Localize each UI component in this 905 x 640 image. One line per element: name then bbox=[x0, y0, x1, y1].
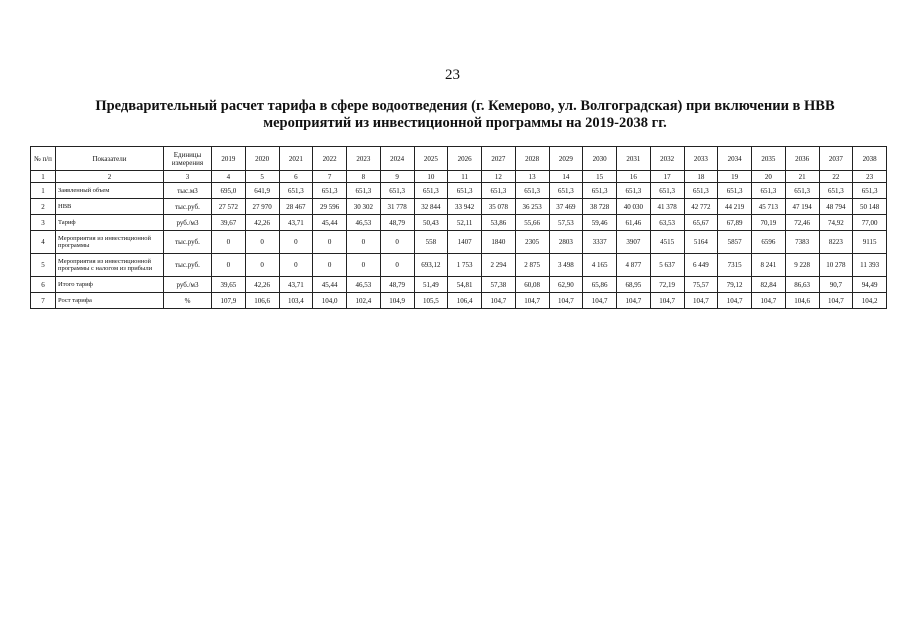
column-header: 2028 bbox=[515, 147, 549, 171]
column-header: 2030 bbox=[583, 147, 617, 171]
value-cell: 2 294 bbox=[482, 254, 516, 277]
value-cell: 60,08 bbox=[515, 277, 549, 293]
value-cell: 79,12 bbox=[718, 277, 752, 293]
column-number: 15 bbox=[583, 171, 617, 183]
value-cell: 651,3 bbox=[684, 183, 718, 199]
column-number: 14 bbox=[549, 171, 583, 183]
value-cell: 558 bbox=[414, 231, 448, 254]
indicator-name: Заявленный объем bbox=[56, 183, 164, 199]
unit-cell: тыс.руб. bbox=[164, 254, 212, 277]
value-cell: 72,46 bbox=[785, 215, 819, 231]
value-cell: 651,3 bbox=[718, 183, 752, 199]
table-header-row bbox=[31, 147, 887, 171]
value-cell: 48 794 bbox=[819, 199, 853, 215]
value-cell: 72,19 bbox=[650, 277, 684, 293]
page-number: 23 bbox=[445, 67, 460, 83]
value-cell: 6596 bbox=[752, 231, 786, 254]
column-number: 2 bbox=[56, 171, 164, 183]
value-cell: 43,71 bbox=[279, 215, 313, 231]
value-cell: 46,53 bbox=[347, 215, 381, 231]
document-title bbox=[40, 98, 890, 132]
value-cell: 44 219 bbox=[718, 199, 752, 215]
value-cell: 0 bbox=[279, 254, 313, 277]
value-cell: 104,7 bbox=[549, 293, 583, 309]
value-cell: 33 942 bbox=[448, 199, 482, 215]
column-header: 2029 bbox=[549, 147, 583, 171]
value-cell: 4515 bbox=[650, 231, 684, 254]
value-cell: 0 bbox=[313, 254, 347, 277]
value-cell: 106,6 bbox=[245, 293, 279, 309]
column-number-row bbox=[31, 171, 887, 183]
value-cell: 43,71 bbox=[279, 277, 313, 293]
column-header: 2036 bbox=[785, 147, 819, 171]
value-cell: 31 778 bbox=[380, 199, 414, 215]
value-cell: 61,46 bbox=[617, 215, 651, 231]
unit-cell: тыс.м3 bbox=[164, 183, 212, 199]
value-cell: 1840 bbox=[482, 231, 516, 254]
column-header: 2022 bbox=[313, 147, 347, 171]
value-cell: 86,63 bbox=[785, 277, 819, 293]
value-cell: 94,49 bbox=[853, 277, 887, 293]
value-cell: 45,44 bbox=[313, 215, 347, 231]
value-cell: 40 030 bbox=[617, 199, 651, 215]
column-header: 2035 bbox=[752, 147, 786, 171]
value-cell: 651,3 bbox=[819, 183, 853, 199]
value-cell: 45,44 bbox=[313, 277, 347, 293]
value-cell: 0 bbox=[347, 231, 381, 254]
value-cell: 0 bbox=[380, 231, 414, 254]
column-header: 2037 bbox=[819, 147, 853, 171]
value-cell: 104,2 bbox=[853, 293, 887, 309]
column-header: 2023 bbox=[347, 147, 381, 171]
row-number: 7 bbox=[31, 293, 56, 309]
table-row bbox=[31, 231, 887, 254]
column-number: 4 bbox=[212, 171, 246, 183]
column-number: 16 bbox=[617, 171, 651, 183]
value-cell: 27 572 bbox=[212, 199, 246, 215]
value-cell: 5 637 bbox=[650, 254, 684, 277]
value-cell: 39,65 bbox=[212, 277, 246, 293]
column-number: 17 bbox=[650, 171, 684, 183]
value-cell: 0 bbox=[279, 231, 313, 254]
value-cell: 693,12 bbox=[414, 254, 448, 277]
value-cell: 651,3 bbox=[414, 183, 448, 199]
unit-cell: руб./м3 bbox=[164, 277, 212, 293]
value-cell: 67,89 bbox=[718, 215, 752, 231]
column-header: 2020 bbox=[245, 147, 279, 171]
value-cell: 59,46 bbox=[583, 215, 617, 231]
value-cell: 105,5 bbox=[414, 293, 448, 309]
value-cell: 68,95 bbox=[617, 277, 651, 293]
value-cell: 104,7 bbox=[482, 293, 516, 309]
value-cell: 107,9 bbox=[212, 293, 246, 309]
column-number: 3 bbox=[164, 171, 212, 183]
unit-cell: % bbox=[164, 293, 212, 309]
unit-cell: тыс.руб. bbox=[164, 231, 212, 254]
value-cell: 46,53 bbox=[347, 277, 381, 293]
value-cell: 9115 bbox=[853, 231, 887, 254]
value-cell: 104,7 bbox=[752, 293, 786, 309]
value-cell: 27 970 bbox=[245, 199, 279, 215]
column-number: 18 bbox=[684, 171, 718, 183]
value-cell: 5857 bbox=[718, 231, 752, 254]
value-cell: 29 596 bbox=[313, 199, 347, 215]
column-header: 2019 bbox=[212, 147, 246, 171]
column-number: 19 bbox=[718, 171, 752, 183]
value-cell: 695,0 bbox=[212, 183, 246, 199]
column-number: 22 bbox=[819, 171, 853, 183]
value-cell: 0 bbox=[380, 254, 414, 277]
value-cell: 651,3 bbox=[279, 183, 313, 199]
value-cell: 70,19 bbox=[752, 215, 786, 231]
column-header: Единицы измерения bbox=[164, 147, 212, 171]
column-number: 13 bbox=[515, 171, 549, 183]
value-cell: 36 253 bbox=[515, 199, 549, 215]
value-cell: 104,0 bbox=[313, 293, 347, 309]
column-header: 2033 bbox=[684, 147, 718, 171]
value-cell: 104,6 bbox=[785, 293, 819, 309]
value-cell: 82,84 bbox=[752, 277, 786, 293]
unit-cell: тыс.руб. bbox=[164, 199, 212, 215]
indicator-name: Мероприятия из инвестиционной программы с налогом из прибыли bbox=[56, 254, 164, 277]
column-number: 1 bbox=[31, 171, 56, 183]
value-cell: 0 bbox=[245, 254, 279, 277]
column-number: 12 bbox=[482, 171, 516, 183]
value-cell: 77,00 bbox=[853, 215, 887, 231]
value-cell: 103,4 bbox=[279, 293, 313, 309]
value-cell: 651,3 bbox=[617, 183, 651, 199]
value-cell: 42,26 bbox=[245, 277, 279, 293]
title-line-1: Предварительный расчет тарифа в сфере водоотведения (г. Кемерово, ул. Волгоградская) при включении в НВВ bbox=[95, 98, 835, 114]
title-line-2: мероприятий из инвестиционной программы на 2019-2038 гг. bbox=[263, 115, 667, 131]
value-cell: 65,67 bbox=[684, 215, 718, 231]
value-cell: 51,49 bbox=[414, 277, 448, 293]
value-cell: 651,3 bbox=[380, 183, 414, 199]
column-number: 5 bbox=[245, 171, 279, 183]
value-cell: 102,4 bbox=[347, 293, 381, 309]
indicator-name: Итого тариф bbox=[56, 277, 164, 293]
indicator-name: Рост тарифа bbox=[56, 293, 164, 309]
value-cell: 63,53 bbox=[650, 215, 684, 231]
column-header: Показатели bbox=[56, 147, 164, 171]
value-cell: 104,7 bbox=[718, 293, 752, 309]
column-header: 2021 bbox=[279, 147, 313, 171]
value-cell: 2305 bbox=[515, 231, 549, 254]
column-header: № п/п bbox=[31, 147, 56, 171]
value-cell: 651,3 bbox=[549, 183, 583, 199]
value-cell: 3907 bbox=[617, 231, 651, 254]
value-cell: 0 bbox=[212, 254, 246, 277]
table-row bbox=[31, 199, 887, 215]
value-cell: 3337 bbox=[583, 231, 617, 254]
value-cell: 9 228 bbox=[785, 254, 819, 277]
value-cell: 45 713 bbox=[752, 199, 786, 215]
value-cell: 0 bbox=[347, 254, 381, 277]
column-header: 2034 bbox=[718, 147, 752, 171]
table-row bbox=[31, 293, 887, 309]
value-cell: 104,7 bbox=[583, 293, 617, 309]
column-header: 2038 bbox=[853, 147, 887, 171]
column-number: 10 bbox=[414, 171, 448, 183]
value-cell: 651,3 bbox=[515, 183, 549, 199]
value-cell: 651,3 bbox=[650, 183, 684, 199]
table-row bbox=[31, 183, 887, 199]
column-number: 11 bbox=[448, 171, 482, 183]
value-cell: 42 772 bbox=[684, 199, 718, 215]
row-number: 2 bbox=[31, 199, 56, 215]
indicator-name: Мероприятия из инвестиционной программы bbox=[56, 231, 164, 254]
column-number: 7 bbox=[313, 171, 347, 183]
row-number: 3 bbox=[31, 215, 56, 231]
value-cell: 74,92 bbox=[819, 215, 853, 231]
value-cell: 50,43 bbox=[414, 215, 448, 231]
value-cell: 4 877 bbox=[617, 254, 651, 277]
value-cell: 641,9 bbox=[245, 183, 279, 199]
value-cell: 1407 bbox=[448, 231, 482, 254]
value-cell: 2 875 bbox=[515, 254, 549, 277]
value-cell: 0 bbox=[313, 231, 347, 254]
value-cell: 651,3 bbox=[583, 183, 617, 199]
value-cell: 651,3 bbox=[752, 183, 786, 199]
value-cell: 48,79 bbox=[380, 277, 414, 293]
value-cell: 5164 bbox=[684, 231, 718, 254]
column-header: 2027 bbox=[482, 147, 516, 171]
tariff-table-body bbox=[31, 147, 887, 309]
column-header: 2024 bbox=[380, 147, 414, 171]
value-cell: 53,86 bbox=[482, 215, 516, 231]
value-cell: 0 bbox=[245, 231, 279, 254]
column-number: 8 bbox=[347, 171, 381, 183]
value-cell: 0 bbox=[212, 231, 246, 254]
column-header: 2032 bbox=[650, 147, 684, 171]
value-cell: 7315 bbox=[718, 254, 752, 277]
value-cell: 75,57 bbox=[684, 277, 718, 293]
value-cell: 106,4 bbox=[448, 293, 482, 309]
value-cell: 4 165 bbox=[583, 254, 617, 277]
value-cell: 104,7 bbox=[515, 293, 549, 309]
value-cell: 42,26 bbox=[245, 215, 279, 231]
value-cell: 30 302 bbox=[347, 199, 381, 215]
value-cell: 35 078 bbox=[482, 199, 516, 215]
row-number: 5 bbox=[31, 254, 56, 277]
value-cell: 47 194 bbox=[785, 199, 819, 215]
row-number: 6 bbox=[31, 277, 56, 293]
column-number: 23 bbox=[853, 171, 887, 183]
column-header: 2025 bbox=[414, 147, 448, 171]
value-cell: 55,66 bbox=[515, 215, 549, 231]
value-cell: 52,11 bbox=[448, 215, 482, 231]
value-cell: 7383 bbox=[785, 231, 819, 254]
indicator-name: Тариф bbox=[56, 215, 164, 231]
value-cell: 39,67 bbox=[212, 215, 246, 231]
value-cell: 50 148 bbox=[853, 199, 887, 215]
value-cell: 38 728 bbox=[583, 199, 617, 215]
value-cell: 651,3 bbox=[785, 183, 819, 199]
value-cell: 651,3 bbox=[482, 183, 516, 199]
value-cell: 1 753 bbox=[448, 254, 482, 277]
value-cell: 3 498 bbox=[549, 254, 583, 277]
value-cell: 651,3 bbox=[313, 183, 347, 199]
value-cell: 54,81 bbox=[448, 277, 482, 293]
column-number: 9 bbox=[380, 171, 414, 183]
value-cell: 10 278 bbox=[819, 254, 853, 277]
value-cell: 651,3 bbox=[347, 183, 381, 199]
column-number: 21 bbox=[785, 171, 819, 183]
column-header: 2026 bbox=[448, 147, 482, 171]
value-cell: 28 467 bbox=[279, 199, 313, 215]
value-cell: 6 449 bbox=[684, 254, 718, 277]
value-cell: 651,3 bbox=[448, 183, 482, 199]
table-row bbox=[31, 277, 887, 293]
value-cell: 2803 bbox=[549, 231, 583, 254]
value-cell: 104,7 bbox=[819, 293, 853, 309]
tariff-table bbox=[30, 146, 887, 309]
value-cell: 104,9 bbox=[380, 293, 414, 309]
column-number: 6 bbox=[279, 171, 313, 183]
value-cell: 8223 bbox=[819, 231, 853, 254]
table-row bbox=[31, 215, 887, 231]
row-number: 4 bbox=[31, 231, 56, 254]
table-row bbox=[31, 254, 887, 277]
row-number: 1 bbox=[31, 183, 56, 199]
value-cell: 48,79 bbox=[380, 215, 414, 231]
value-cell: 11 393 bbox=[853, 254, 887, 277]
value-cell: 32 844 bbox=[414, 199, 448, 215]
unit-cell: руб./м3 bbox=[164, 215, 212, 231]
column-number: 20 bbox=[752, 171, 786, 183]
value-cell: 104,7 bbox=[650, 293, 684, 309]
value-cell: 41 378 bbox=[650, 199, 684, 215]
value-cell: 37 469 bbox=[549, 199, 583, 215]
indicator-name: НВВ bbox=[56, 199, 164, 215]
column-header: 2031 bbox=[617, 147, 651, 171]
value-cell: 57,38 bbox=[482, 277, 516, 293]
value-cell: 62,90 bbox=[549, 277, 583, 293]
value-cell: 65,86 bbox=[583, 277, 617, 293]
value-cell: 651,3 bbox=[853, 183, 887, 199]
value-cell: 90,7 bbox=[819, 277, 853, 293]
value-cell: 104,7 bbox=[684, 293, 718, 309]
value-cell: 57,53 bbox=[549, 215, 583, 231]
value-cell: 104,7 bbox=[617, 293, 651, 309]
value-cell: 8 241 bbox=[752, 254, 786, 277]
